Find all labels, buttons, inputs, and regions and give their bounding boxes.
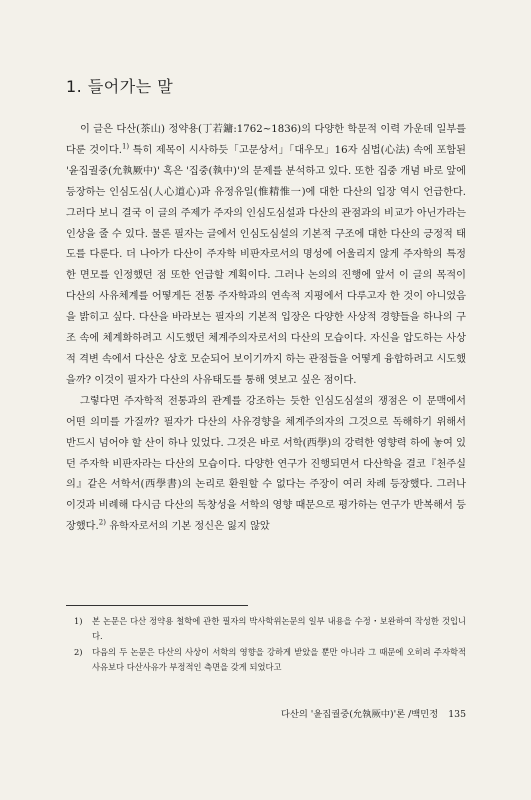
paragraph-1 [66, 120, 466, 392]
running-title: 다산의 '윤집궐중(允執厥中)'론 /백민정 [280, 709, 439, 720]
paragraph-1-text: 이 글은 다산(茶山) 정약용(丁若鏞:1762~1836)의 다양한 학문적 이력 가운데 일부를 다룬 것이다. [66, 124, 466, 156]
footnote-1-number: 1) [74, 616, 83, 626]
footnote-separator [66, 605, 248, 606]
footnote-ref-1: 1) [121, 142, 130, 151]
footnote-2-text: 다음의 두 논문은 다산의 사상이 서학의 영향을 강하게 받았을 뿐만 아니라 그 때문에 오히려 주자학적 사유보다 다산사유가 부정적인 측면을 갖게 되었다고 [92, 647, 466, 672]
footnote-2-number: 2) [74, 647, 83, 658]
page-number: 135 [448, 709, 466, 720]
page-footer [232, 706, 466, 720]
paragraph-2 [66, 392, 466, 538]
body-text [66, 120, 466, 538]
paragraph-1-rest: 특히 제목이 시사하듯「고문상서」「대우모」16자 심법(心法) 속에 포함된 '윤집궐중(允執厥中)' 혹은 '집중(執中)'의 문제를 분석하고 있다. 또한 집중 개념 바로 앞에 등장하는 인심도심(人心道心)과 유정유일(惟精惟一)에 대한 다산의 입장 역시 언급한다. 그러다 보니 결국 이 글의 주제가 주자의 인심도심설과 다산의 관점과의 비교가 아닌가라는 인상을 줄 수 있다. 물론 필자는 글에서 인심도심설의 기본적 구조에 대한 다산의 긍정적 태도를 다룬다. 더 나아가 다산이 주자학 비판자로서의 명성에 어울리지 않게 주자학의 특정한 면모를 인정했던 점 또한 언급할 계획이다. 그러나 논의의 진행에 앞서 이 글의 목적이 다산의 사유체계를 어떻게든 전통 주자학과의 연속적 지평에서 다루고자 한 것이 아니었음을 밝히고 싶다. 다산을 바라보는 필자의 기본적 입장은 다양한 사상적 경향들을 하나의 구조 속에 체계화하려고 시도했던 체계주의자로서의 다산의 모습이다. 자신을 압도하는 사상적 격변 속에서 다산은 상호 모순되어 보이기까지 하는 관점들을 어떻게 융합하려고 시도했을까? 이것이 필자가 다산의 사유태도를 통해 엿보고 싶은 점이다. [66, 144, 466, 386]
footnote-2 [66, 645, 466, 674]
footnotes [66, 614, 466, 676]
footnote-1-text: 본 논문은 다산 정약용 철학에 관한 필자의 박사학위논문의 일부 내용을 수정・보완하여 작성한 것입니다. [92, 616, 466, 641]
paragraph-2-text: 그렇다면 주자학적 전통과의 관계를 강조하는 듯한 인심도심설의 쟁점은 이 문맥에서 어떤 의미를 가질까? 필자가 다산의 사유경향을 체계주의자의 그것으로 독해하기 위해서 반드시 넘어야 할 산이 하나 있었다. 그것은 바로 서학(西學)의 강력한 영향력 하에 놓여 있던 주자학 비판자라는 다산의 모습이다. 다양한 연구가 진행되면서 다산학을 결코『천주실의』같은 서학서(西學書)의 논리로 환원할 수 없다는 주장이 여러 차례 등장했다. 그러나 이것과 비례해 다시금 다산의 독창성을 서학의 영향 때문으로 평가하는 연구가 반복해서 등장했다. [66, 395, 466, 533]
footnote-1 [66, 614, 466, 643]
footnote-ref-2: 2) [98, 518, 106, 527]
paragraph-2-rest: 유학자로서의 기본 정신은 잃지 않았 [105, 521, 270, 533]
section-heading: 1. 들어가는 말 [66, 77, 174, 96]
